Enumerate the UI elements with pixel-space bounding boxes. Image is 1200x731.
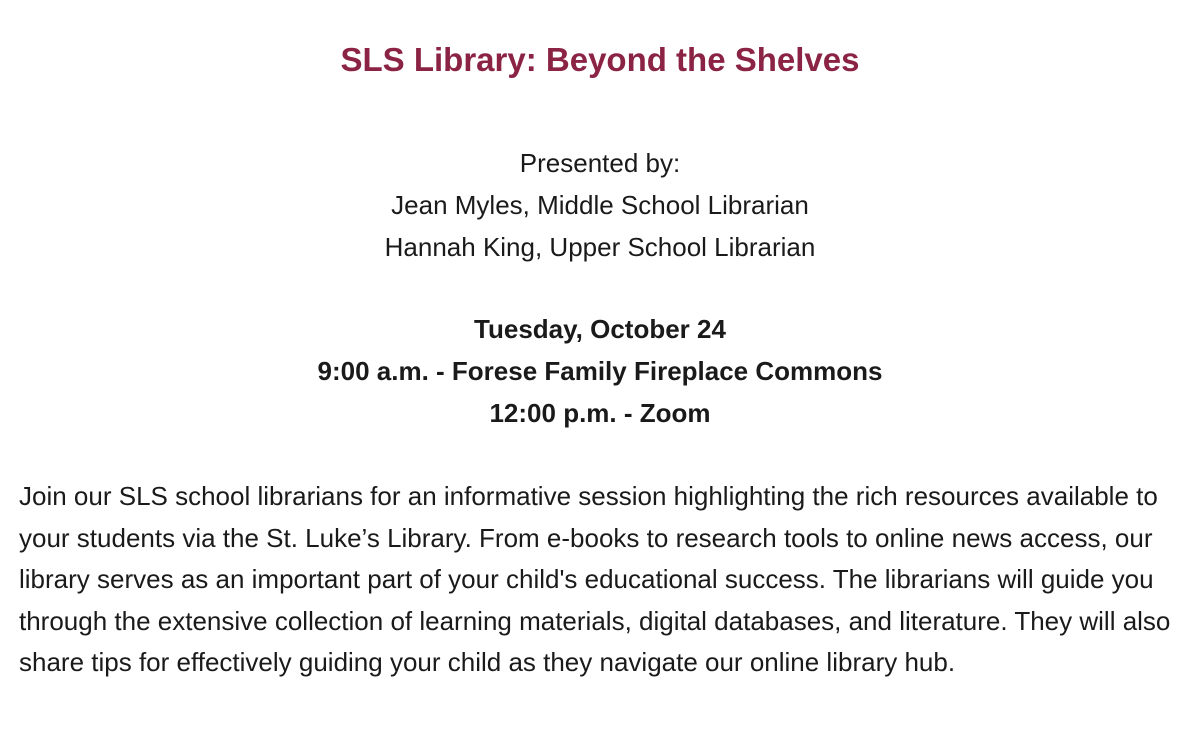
- presenter-1: Jean Myles, Middle School Librarian: [391, 190, 809, 220]
- presenter-2: Hannah King, Upper School Librarian: [384, 232, 816, 262]
- presenters-heading: Presented by:: [519, 148, 681, 178]
- event-details: [0, 308, 1200, 434]
- page-title: SLS Library: Beyond the Shelves: [340, 41, 860, 78]
- event-session-1: 9:00 a.m. - Forese Family Fireplace Commons: [317, 356, 883, 386]
- event-date: Tuesday, October 24: [474, 314, 726, 344]
- event-description: Join our SLS school librarians for an informative session highlighting the rich resources available to your students via the St. Luke’s Library. From e-books to research tools to online news access, our library serves as an important part of your child's educational success. The librarians will guide you through the extensive collection of learning materials, digital databases, and literature. They will also share tips for effectively guiding your child as they navigate our online library hub.: [19, 481, 1171, 677]
- event-session-2: 12:00 p.m. - Zoom: [489, 398, 711, 428]
- presenters-block: [0, 142, 1200, 268]
